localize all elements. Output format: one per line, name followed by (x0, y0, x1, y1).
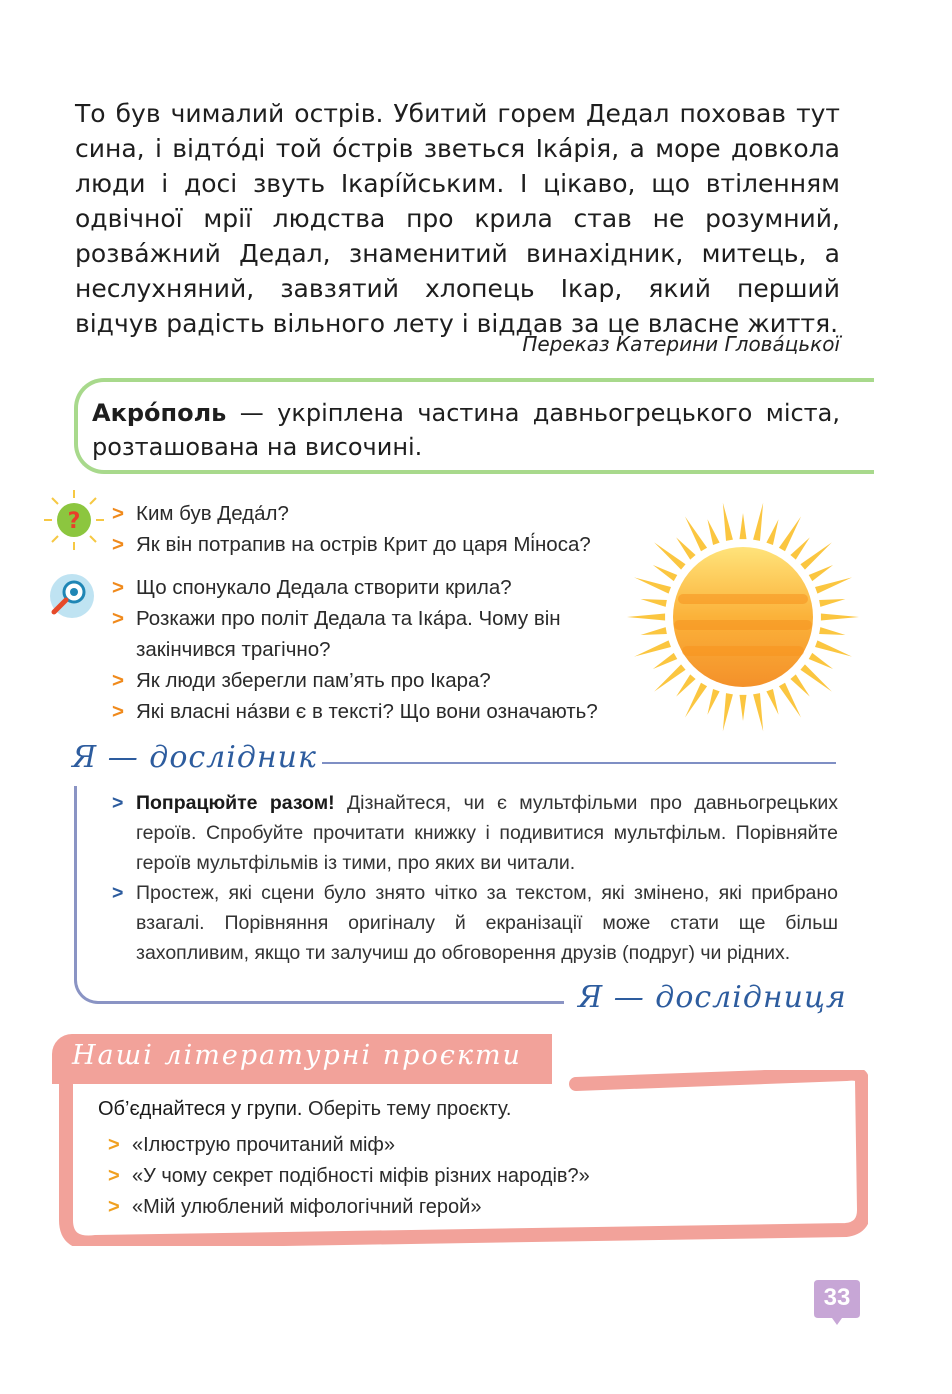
list-item: > Як він потрапив на острів Крит до царя Мі́носа? (112, 529, 591, 560)
sun-ray (790, 537, 809, 559)
sun-ray (800, 664, 831, 691)
sun-illustration (624, 498, 862, 736)
projects-intro-bold: Об’єднайтеся у групи. (98, 1098, 303, 1120)
projects-intro: Об’єднайтеся у групи. Оберіть тему проєкту. (98, 1098, 512, 1120)
list-item: > Простеж, які сцени було знято чітко за текстом, які змінено, які прибрано взагалі. Порівняння оригіналу й екранізації може стати ще більш захопливим, якщо ти залучиш до обговорення друзів (подруг) чи рідних. (112, 878, 838, 968)
sun-ray (753, 503, 763, 541)
sun-ray (753, 693, 763, 731)
research-title-female: Я — дослідниця (578, 980, 847, 1015)
list-item: > «Мій улюблений міфологічний герой» (108, 1192, 590, 1223)
sun-ray (809, 565, 833, 581)
sun-ray (790, 674, 809, 696)
list-item: > Розкажи про політ Дедала та Іка́ра. Чому він закінчився трагічно? (112, 603, 608, 665)
magnifier-eye-icon (44, 570, 100, 622)
projects-title: Наші літературні проєкти (72, 1040, 522, 1071)
arrow-icon: > (108, 1165, 120, 1187)
question-icon (42, 488, 106, 552)
arrow-icon: > (112, 700, 124, 723)
arrow-icon: > (112, 882, 124, 904)
sun-ray (634, 577, 671, 593)
questions-list-2 (112, 572, 608, 727)
sun-ray (739, 695, 746, 721)
arrow-icon: > (108, 1134, 120, 1156)
questions-list-1 (112, 498, 591, 560)
main-paragraph: То був чималий острів. Убитий горем Дедал поховав тут сина, і відто́ді той о́стрів зветься Іка́рія, а море довкола люди і досі звуть Ікарі́йським. І цікаво, що втіленням одвічної мрії людства про крила став не розумний, розва́жний Дедал, знаменитий винахідник, митець, а неслухняний, завзятий хлопець Ікар, який перший відчув радість вільного лету і віддав за це власне життя. (75, 99, 840, 338)
sun-ray (779, 683, 801, 718)
sun-ray (685, 683, 707, 718)
sun-ray (766, 689, 778, 715)
sun-ray (707, 689, 719, 715)
projects-list (108, 1130, 590, 1223)
research-title-male: Я — дослідник (72, 740, 317, 775)
list-item: > Попрацюйте разом! Дізнайтеся, чи є мультфільми про давньогрецьких героїв. Спробуйте прочитати книжку і подивитися мультфільм. Порівняйте героїв мультфільмів із тими, про яких ви читали. (112, 788, 838, 878)
sun-ray (723, 693, 733, 731)
arrow-icon: > (112, 792, 124, 814)
sun-ray (653, 565, 677, 581)
sun-ray (815, 577, 852, 593)
research-list (112, 788, 838, 968)
arrow-icon: > (112, 502, 124, 525)
divider (322, 762, 836, 764)
gloss-definition: — укріплена частина давньогрецького міста, розташована на височині. (92, 399, 840, 461)
list-item: > Ким був Деда́л? (112, 498, 591, 529)
sun-ray (815, 640, 852, 656)
list-item: > Як люди зберегли пам’ять про Ікара? (112, 665, 608, 696)
sun-ray (819, 599, 845, 607)
svg-text:?: ? (67, 509, 81, 534)
sun-ray (739, 513, 746, 539)
sun-ray (634, 640, 671, 656)
arrow-icon: > (112, 607, 124, 630)
sun-ray (653, 653, 677, 669)
sun-ray (685, 517, 707, 552)
sun-ray (641, 599, 667, 607)
sun-ray (819, 627, 845, 635)
sun-ray (707, 519, 719, 545)
sun-ray (676, 674, 695, 696)
list-item: > Що спонукало Дедала створити крила? (112, 572, 608, 603)
sun-ray (654, 664, 685, 691)
sun-ray (821, 613, 859, 620)
sun-ray (779, 517, 801, 552)
gloss-term: Акро́поль (92, 399, 227, 427)
research-item1-bold: Попрацюйте разом! (136, 792, 335, 814)
sun-ray (766, 519, 778, 545)
sun-ray (723, 503, 733, 541)
sun-ray (627, 613, 665, 620)
arrow-icon: > (112, 669, 124, 692)
list-item: > Які власні на́зви є в тексті? Що вони означають? (112, 696, 608, 727)
arrow-icon: > (108, 1196, 120, 1218)
sun-ray (809, 653, 833, 669)
arrow-icon: > (112, 576, 124, 599)
sun-ray (800, 542, 831, 569)
gloss-text (92, 396, 840, 464)
arrow-icon: > (112, 533, 124, 556)
list-item: > «Ілюструю прочитаний міф» (108, 1130, 590, 1161)
page-number: 33 (823, 1284, 851, 1311)
sun-ray (654, 542, 685, 569)
sun-ray (641, 627, 667, 635)
attribution: Переказ Катерини Глова́цької (522, 332, 840, 356)
sun-ray (676, 537, 695, 559)
list-item: > «У чому секрет подібності міфів різних народів?» (108, 1161, 590, 1192)
